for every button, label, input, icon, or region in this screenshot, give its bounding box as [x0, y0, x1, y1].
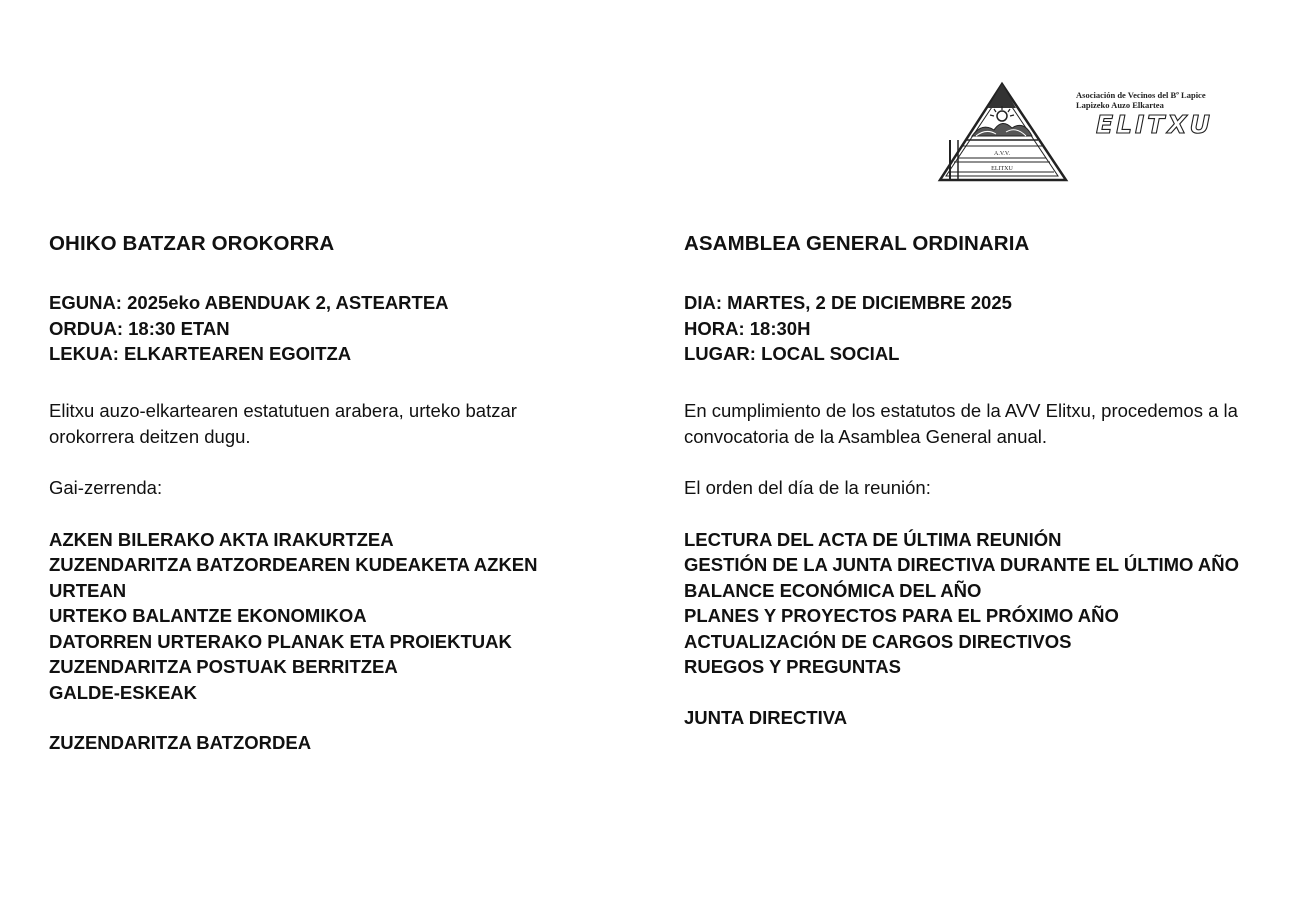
spanish-place: LUGAR: LOCAL SOCIAL [684, 343, 900, 364]
agenda-item: LECTURA DEL ACTA DE ÚLTIMA REUNIÓN [684, 528, 1062, 550]
basque-place: LEKUA: ELKARTEAREN EGOITZA [49, 343, 352, 364]
basque-intro: Elitxu auzo-elkartearen estatutuen arabera, urteko batzar orokorrera deitzen dugu. [49, 399, 517, 447]
basque-agenda-heading: Gai-zerrenda: [49, 476, 163, 498]
basque-column [49, 230, 589, 756]
spanish-agenda-heading: El orden del día de la reunión: [684, 476, 931, 498]
triangle-emblem-icon [936, 80, 1070, 184]
logo-text-block [1076, 90, 1226, 138]
basque-meeting-info [49, 290, 589, 367]
spanish-signature: JUNTA DIRECTIVA [684, 706, 848, 728]
agenda-item: ZUZENDARITZA POSTUAK BERRITZEA [49, 656, 398, 677]
basque-title: OHIKO BATZAR OROKORRA [49, 232, 335, 255]
basque-time: ORDUA: 18:30 ETAN [49, 317, 230, 339]
agenda-item: GESTIÓN DE LA JUNTA DIRECTIVA DURANTE EL ÚLTIMO AÑO [684, 554, 1239, 575]
spanish-meeting-info [684, 290, 1264, 367]
logo-line-1: Asociación de Vecinos del Bº Lapice [1076, 90, 1206, 100]
agenda-item: URTEKO BALANTZE EKONOMIKOA [49, 605, 367, 626]
agenda-item: ZUZENDARITZA BATZORDEAREN KUDEAKETA AZKEN URTEAN [49, 554, 538, 601]
agenda-item: ACTUALIZACIÓN DE CARGOS DIRECTIVOS [684, 630, 1072, 652]
basque-agenda-list [49, 527, 589, 706]
logo-wordmark: ELITXU [1096, 110, 1213, 139]
basque-signature: ZUZENDARITZA BATZORDEA [49, 732, 312, 753]
basque-date: EGUNA: 2025eko ABENDUAK 2, ASTEARTEA [49, 292, 449, 313]
agenda-item: RUEGOS Y PREGUNTAS [684, 656, 901, 677]
spanish-title: ASAMBLEA GENERAL ORDINARIA [684, 232, 1030, 255]
spanish-column [684, 230, 1264, 730]
agenda-item: GALDE-ESKEAK [49, 681, 198, 703]
agenda-item: BALANCE ECONÓMICA DEL AÑO [684, 579, 982, 601]
agenda-item: PLANES Y PROYECTOS PARA EL PRÓXIMO AÑO [684, 605, 1119, 626]
logo-line-2: Lapizeko Auzo Elkartea [1076, 100, 1164, 110]
spanish-agenda-list [684, 527, 1264, 680]
spanish-intro: En cumplimiento de los estatutos de la AVV Elitxu, procedemos a la convocatoria de la Asamblea General anual. [684, 399, 1238, 447]
emblem-text-bottom: ELITXU [991, 166, 1013, 172]
agenda-item: DATORREN URTERAKO PLANAK ETA PROIEKTUAK [49, 630, 512, 652]
spanish-date: DIA: MARTES, 2 DE DICIEMBRE 2025 [684, 292, 1012, 313]
agenda-item: AZKEN BILERAKO AKTA IRAKURTZEA [49, 528, 394, 550]
association-logo [936, 80, 1226, 184]
spanish-time: HORA: 18:30H [684, 317, 811, 339]
emblem-text-top: A.V.V. [994, 151, 1010, 157]
